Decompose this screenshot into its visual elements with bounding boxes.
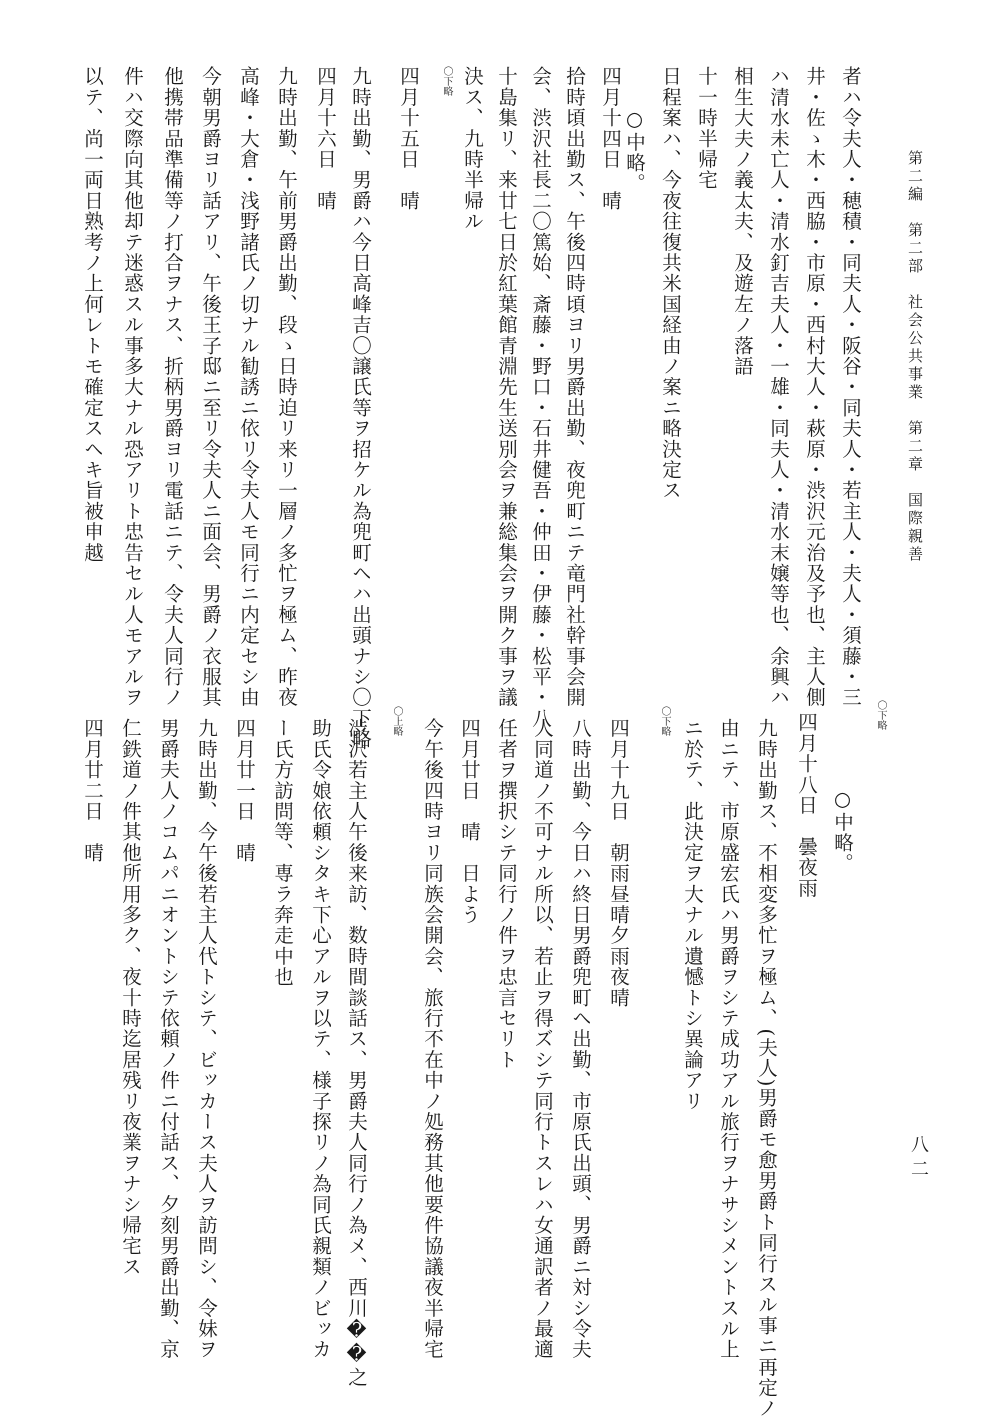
text-column-lower-9: 八時出勤、今日ハ終日男爵兜町ヘ出勤、市原氏出頭、男爵ニ対シ令夫 <box>569 718 592 1360</box>
date-heading: 四月廿二日 晴 <box>81 718 104 863</box>
text-column-upper-15: 九時出勤、男爵ハ今日高峰吉〇譲氏等ヲ招ケル為兜町ヘハ出頭ナシ〇下略 <box>349 66 372 750</box>
running-header: 第二編 第二部 社会公共事業 第二章 国際親善 <box>906 150 924 564</box>
text-column-lower-13: 今午後四時ヨリ同族会開会、旅行不在中ノ処務其他要件協議夜半帰宅 <box>421 718 444 1360</box>
text-column-lower-17: ー氏方訪問等、専ラ奔走中也 <box>271 718 294 988</box>
date-heading: 四月十五日 晴 <box>397 66 420 211</box>
text-column-upper-3: ハ清水未亡人・清水釘吉夫人・一雄・同夫人・清水末嬢等也、余興ハ <box>767 66 790 708</box>
date-heading: 四月十六日 晴 <box>314 66 337 211</box>
text-column-upper-7: ○中略。 <box>623 66 646 194</box>
text-column-upper-5: 十一時半帰宅 <box>695 66 718 191</box>
omission-note: 〇下略 <box>875 700 886 730</box>
text-column-lower-5: 由ニテ、市原盛宏氏ハ男爵ヲシテ成功アル旅行ヲナサシメントスル上 <box>717 718 740 1360</box>
text-column-lower-2: ○中略。 <box>831 746 854 874</box>
omission-note: 〇下略 <box>441 66 452 96</box>
text-column-upper-4: 相生大夫ノ義太夫、及遊左ノ落語 <box>731 66 754 377</box>
text-column-upper-22: 以テ、尚一両日熟考ノ上何レトモ確定スヘキ旨被申越 <box>81 66 104 563</box>
date-heading: 四月十九日 朝雨昼晴夕雨夜晴 <box>607 718 630 1008</box>
text-column-lower-15: 渋沢若主人午後来訪、数時間談話ス、男爵夫人同行ノ為メ、西川��之 <box>345 718 368 1388</box>
text-column-lower-11: 任者ヲ撰択シテ同行ノ件ヲ忠言セリト <box>495 718 518 1070</box>
omission-note: 〇上略 <box>391 706 402 736</box>
text-column-upper-9: 拾時頃出勤ス、午後四時頃ヨリ男爵出勤、夜兜町ニテ竜門社幹事会開 <box>563 66 586 708</box>
text-column-lower-10: 人同道ノ不可ナル所以、若止ヲ得ズシテ同行トスレハ女通訳者ノ最適 <box>531 718 554 1360</box>
text-column-upper-12: 決ス、九時半帰ル <box>461 66 484 232</box>
text-column-upper-21: 件ハ交際向其他却テ迷惑スル事多大ナル恐アリト忠告セル人モアルヲ <box>121 66 144 708</box>
text-column-upper-6: 日程案ハ、今夜往復共米国経由ノ案ニ略決定ス <box>659 66 682 501</box>
text-column-upper-20: 他携帯品準備等ノ打合ヲナス、折柄男爵ヨリ電話ニテ、令夫人同行ノ <box>161 66 184 708</box>
text-column-upper-11: 十島集リ、来廿七日於紅葉館青淵先生送別会ヲ兼総集会ヲ開ク事ヲ議 <box>495 66 518 708</box>
date-heading: 四月廿日 晴 日よう <box>458 718 481 925</box>
text-column-lower-20: 男爵夫人ノコムパニオントシテ依頼ノ件ニ付話ス、夕刻男爵出勤、京 <box>157 718 180 1360</box>
text-column-lower-21: 仁鉄道ノ件其他所用多ク、夜十時迄居残リ夜業ヲナシ帰宅ス <box>119 718 142 1277</box>
date-heading: 四月十八日 曇夜雨 <box>795 712 818 899</box>
page-number: 八二 <box>908 1135 929 1183</box>
text-column-upper-17: 九時出勤、午前男爵出勤、段ゝ日時迫リ来リ一層ノ多忙ヲ極ム、昨夜 <box>275 66 298 708</box>
text-column-upper-18: 高峰・大倉・浅野諸氏ノ切ナル勧誘ニ依リ令夫人モ同行ニ内定セシ由 <box>237 66 260 708</box>
date-heading: 四月十四日 晴 <box>599 66 622 211</box>
text-column-lower-19: 九時出勤、今午後若主人代トシテ、ビッカース夫人ヲ訪問シ、令妹ヲ <box>195 718 218 1360</box>
text-column-lower-6: ニ於テ、此決定ヲ大ナル遺憾トシ異論アリ <box>681 718 704 1112</box>
text-column-upper-10: 会、渋沢社長二〇篤始、斎藤・野口・石井健吾・仲田・伊藤・松平・八 <box>529 66 552 729</box>
date-heading: 四月廿一日 晴 <box>233 718 256 863</box>
text-column-lower-16: 助氏令娘依頼シタキ下心アルヲ以テ、様子探リノ為同氏親類ノビッカ <box>309 718 332 1360</box>
text-column-upper-2: 井・佐ゝ木・西脇・市原・西村大人・萩原・渋沢元治及予也、主人側 <box>803 66 826 708</box>
omission-note: 〇下略 <box>659 706 670 736</box>
text-column-upper-19: 今朝男爵ヨリ話アリ、午後王子邸ニ至リ令夫人ニ面会、男爵ノ衣服其 <box>199 66 222 708</box>
text-column-upper-1: 者ハ令夫人・穂積・同夫人・阪谷・同夫人・若主人・夫人・須藤・三 <box>839 66 862 708</box>
text-column-lower-4: 九時出勤ス、不相変多忙ヲ極ム、(夫人)男爵モ愈男爵ト同行スル事ニ再定ノ <box>755 718 778 1419</box>
